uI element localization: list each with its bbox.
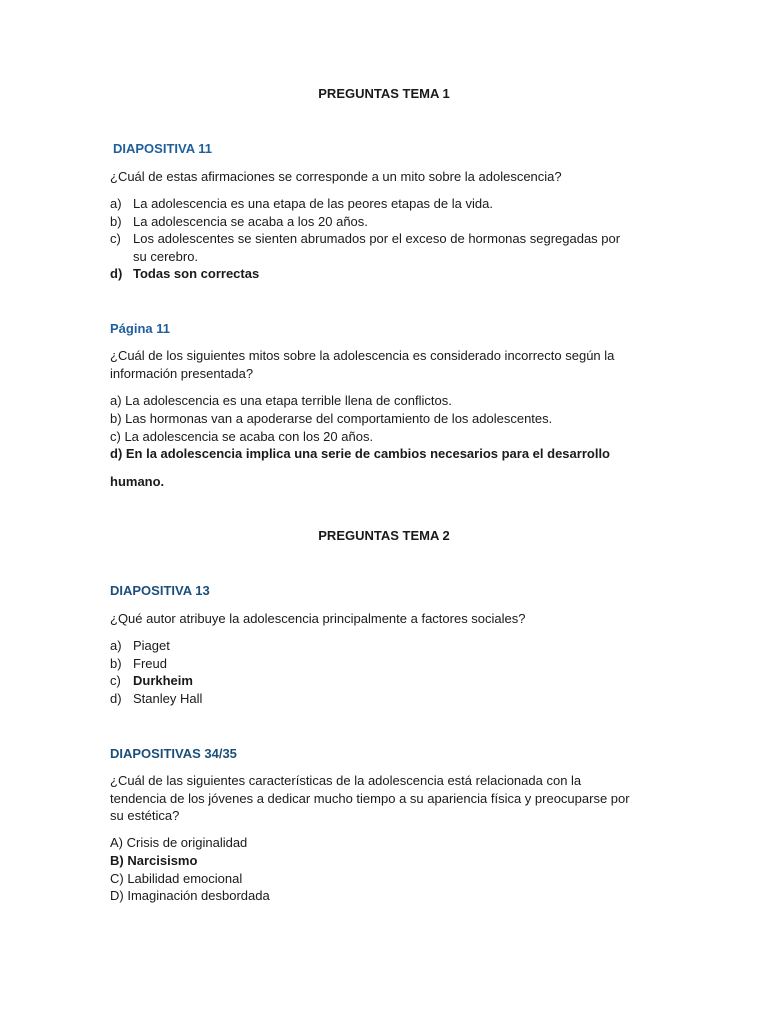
- option-marker: d): [110, 266, 123, 281]
- answer-option: b) Las hormonas van a apoderarse del comportamiento de los adolescentes.: [110, 411, 553, 426]
- answer-option: C) Labilidad emocional: [110, 871, 243, 886]
- answer-option-correct: [110, 265, 259, 283]
- answer-option-continuation: su cerebro.: [133, 249, 199, 264]
- option-text: Freud: [133, 656, 167, 671]
- answer-option-correct: d) En la adolescencia implica una serie de cambios necesarios para el desarrollo: [110, 446, 610, 461]
- option-text: Los adolescentes se sienten abrumados por el exceso de hormonas segregadas por: [133, 231, 621, 246]
- answer-option-correct: B) Narcisismo: [110, 853, 198, 868]
- question-text-line-2: información presentada?: [110, 366, 254, 381]
- heading-pagina-11: Página 11: [110, 321, 170, 336]
- question-text-line-2: tendencia de los jóvenes a dedicar mucho tiempo a su apariencia física y preocuparse por: [110, 791, 630, 806]
- answer-option: c) La adolescencia se acaba con los 20 años.: [110, 429, 374, 444]
- answer-option: D) Imaginación desbordada: [110, 888, 270, 903]
- answer-option: [110, 637, 170, 655]
- option-marker: a): [110, 196, 122, 211]
- heading-diapositiva-13: DIAPOSITIVA 13: [110, 583, 210, 598]
- answer-option: A) Crisis de originalidad: [110, 835, 248, 850]
- option-text: Stanley Hall: [133, 691, 203, 706]
- answer-option: [110, 230, 620, 248]
- heading-diapositivas-34-35: DIAPOSITIVAS 34/35: [110, 746, 237, 761]
- option-marker: c): [110, 673, 121, 688]
- option-marker: a): [110, 638, 122, 653]
- answer-option-continuation: humano.: [110, 474, 165, 489]
- answer-option: a) La adolescencia es una etapa terrible llena de conflictos.: [110, 393, 452, 408]
- option-text: Piaget: [133, 638, 170, 653]
- option-marker: d): [110, 691, 122, 706]
- answer-option: [110, 690, 202, 708]
- answer-option-correct: [110, 672, 193, 690]
- heading-diapositiva-11: DIAPOSITIVA 11: [113, 141, 212, 156]
- option-marker: c): [110, 231, 121, 246]
- option-text: Durkheim: [133, 673, 193, 688]
- question-text: ¿Cuál de estas afirmaciones se corresponde a un mito sobre la adolescencia?: [110, 169, 562, 184]
- option-marker: b): [110, 214, 122, 229]
- section-title-tema-1: PREGUNTAS TEMA 1: [318, 86, 450, 101]
- option-text: La adolescencia es una etapa de las peores etapas de la vida.: [133, 196, 493, 211]
- section-title-tema-2: PREGUNTAS TEMA 2: [318, 528, 450, 543]
- question-text: ¿Qué autor atribuye la adolescencia principalmente a factores sociales?: [110, 611, 526, 626]
- option-marker: b): [110, 656, 122, 671]
- question-text-line-3: su estética?: [110, 808, 180, 823]
- question-text-line-1: ¿Cuál de los siguientes mitos sobre la adolescencia es considerado incorrecto según la: [110, 348, 615, 363]
- option-text: Todas son correctas: [133, 266, 260, 281]
- question-text-line-1: ¿Cuál de las siguientes características de la adolescencia está relacionada con la: [110, 773, 582, 788]
- option-text: La adolescencia se acaba a los 20 años.: [133, 214, 368, 229]
- answer-option: [110, 195, 493, 213]
- answer-option: [110, 655, 167, 673]
- answer-option: [110, 213, 368, 231]
